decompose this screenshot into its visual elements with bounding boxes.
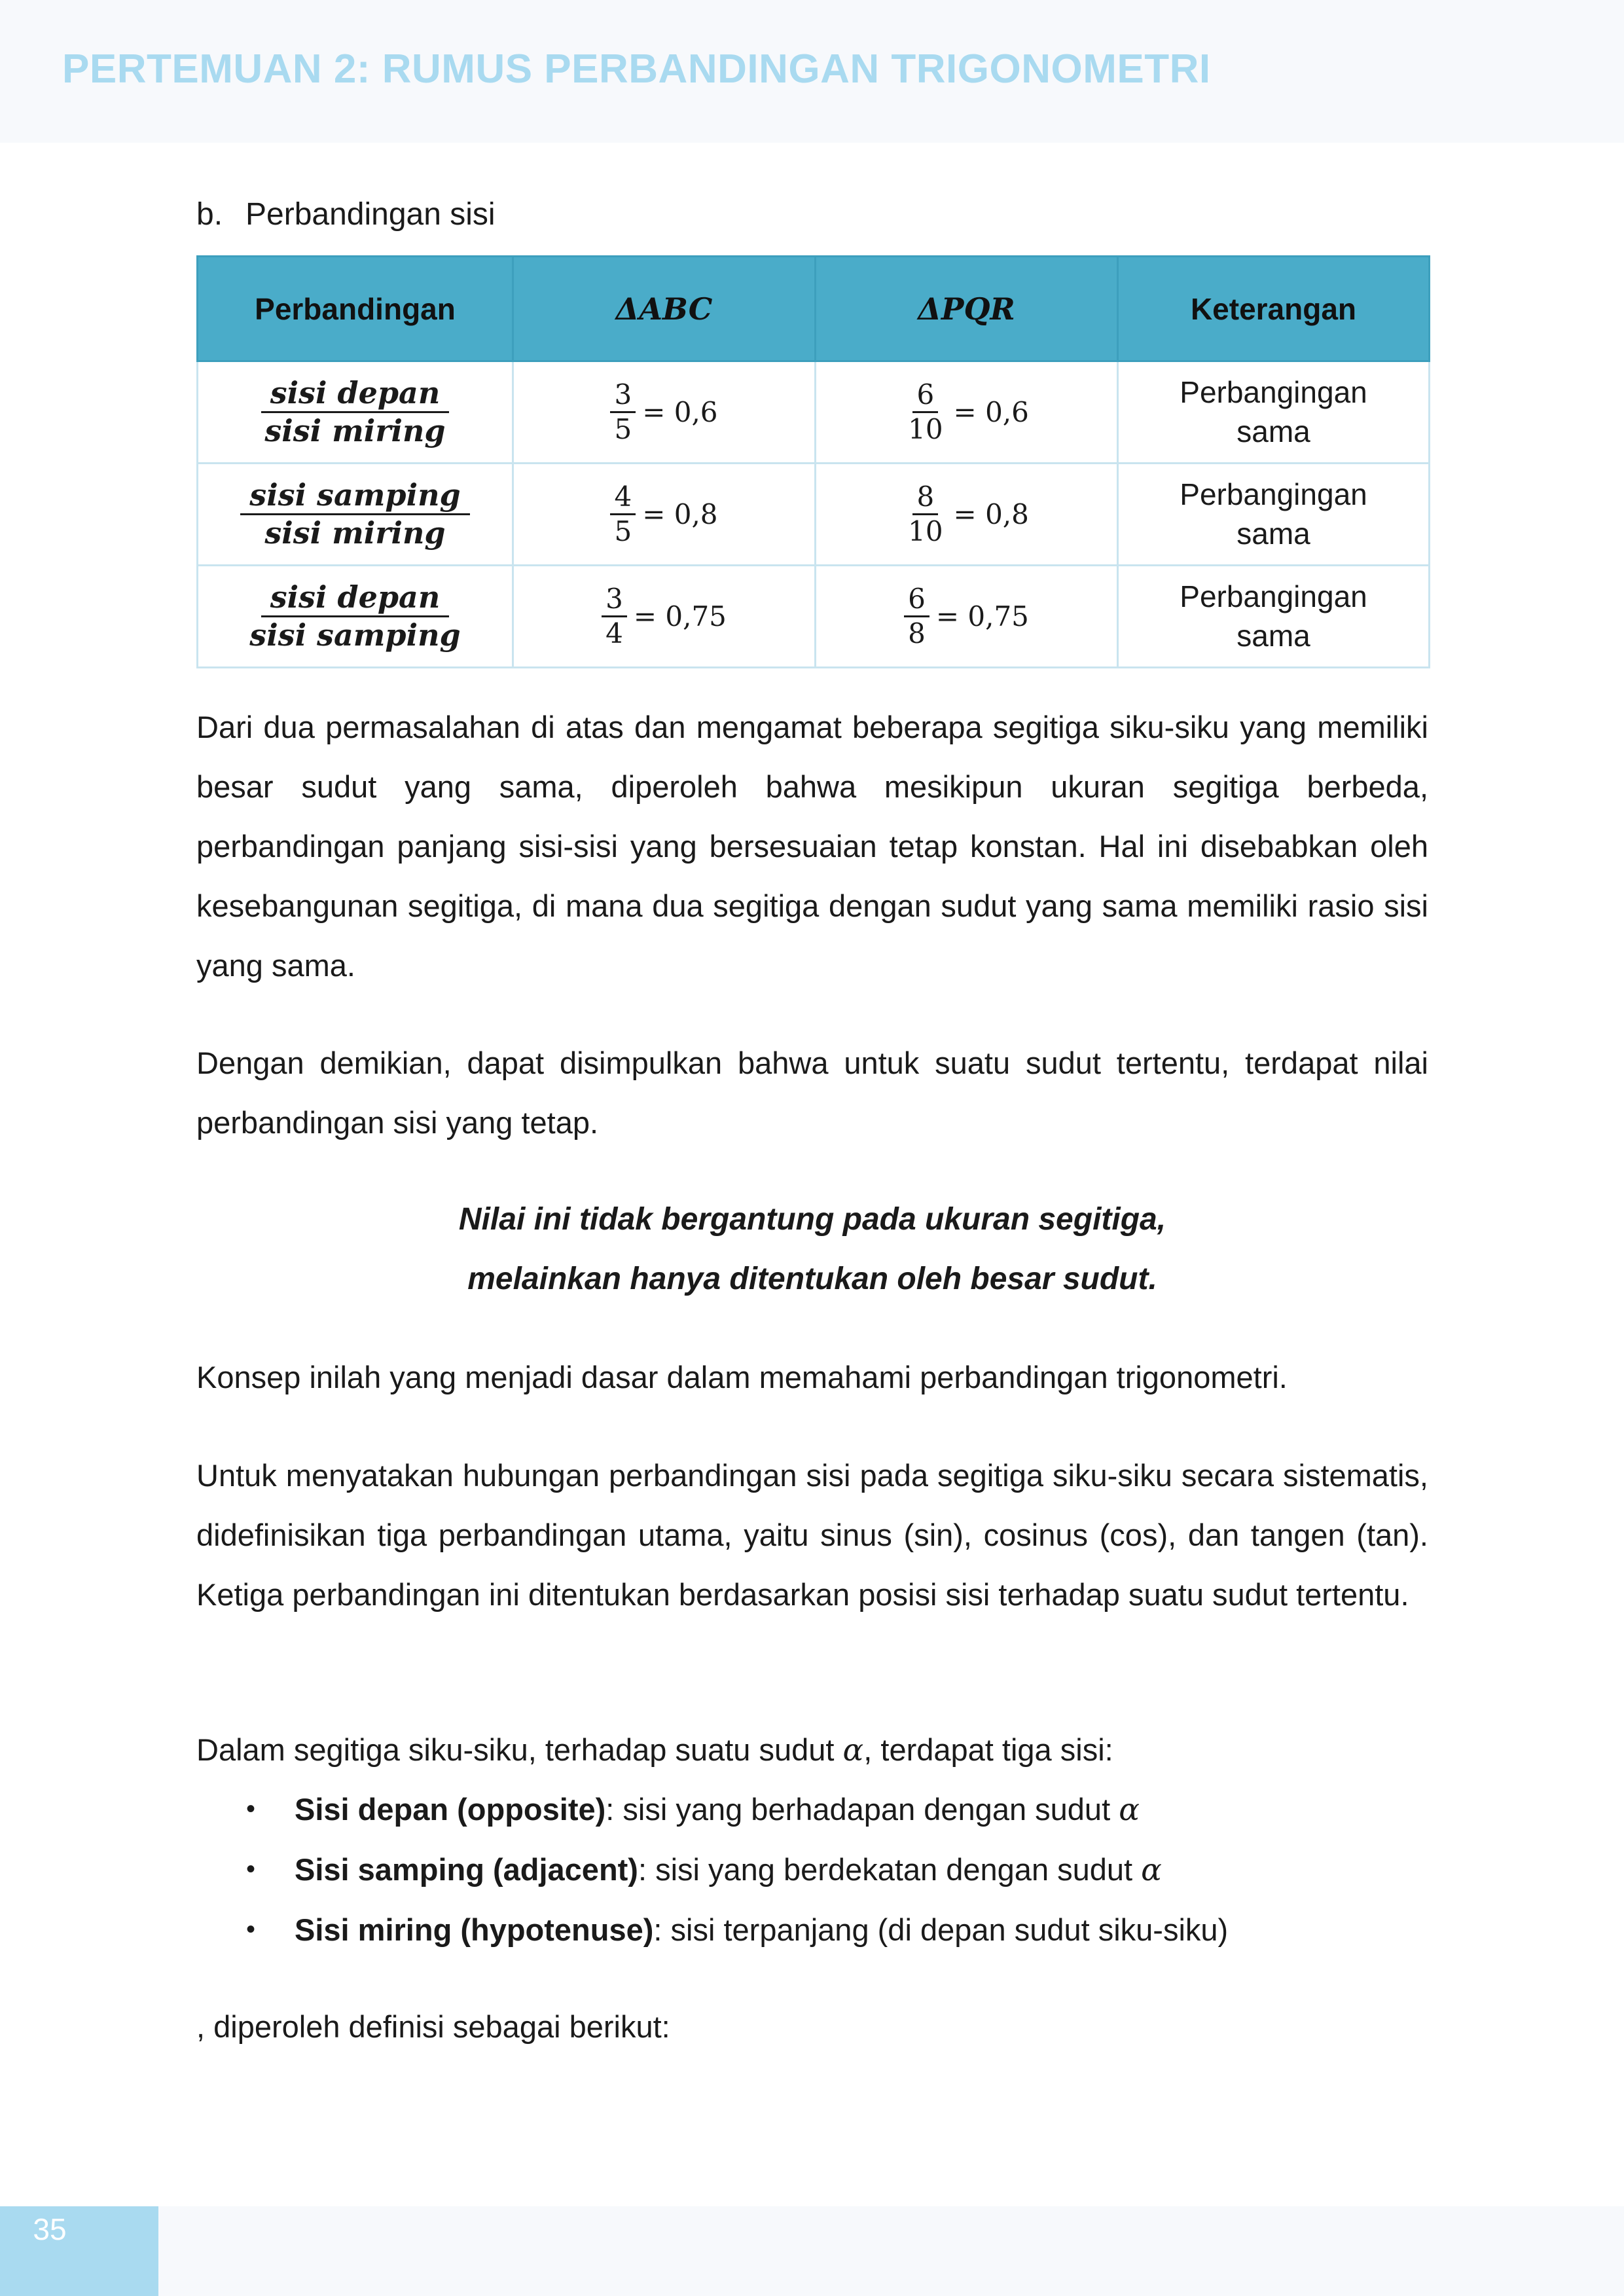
- list-item: [196, 1779, 1428, 1840]
- abc-value: = 0,8: [642, 498, 718, 530]
- side-description: : sisi terpanjang (di depan sudut siku-siku): [653, 1912, 1229, 1947]
- abc-value: = 0,75: [633, 600, 727, 632]
- section-title: Perbandingan sisi: [245, 197, 496, 232]
- ratio-cell: [198, 566, 513, 668]
- fraction-numerator: 4: [610, 481, 636, 515]
- pqr-cell: [816, 361, 1118, 464]
- pqr-cell: [816, 464, 1118, 566]
- column-header: ΔPQR: [816, 257, 1118, 361]
- intro-text: Dalam segitiga siku-siku, terhadap suatu sudut: [196, 1732, 843, 1767]
- fraction-numerator: 6: [904, 583, 929, 617]
- paragraph-similarity: Dari dua permasalahan di atas dan mengamat beberapa segitiga siku-siku yang memiliki besar sudut yang sama, diperoleh bahwa mesikipun ukuran segitiga berbeda, perbandingan panjang sisi-sisi yang bersesuaian tetap konstan. Hal ini disebabkan oleh kesebangunan segitiga, di mana dua segitiga dengan sudut yang sama memiliki rasio sisi yang sama.: [196, 710, 1428, 983]
- fraction-numerator: sisi depan: [261, 375, 450, 413]
- bullet-icon: •: [246, 1795, 256, 1823]
- abc-fraction: [610, 481, 636, 549]
- fraction-denominator: sisi samping: [249, 617, 461, 653]
- paragraph-conclusion: Dengan demikian, dapat disimpulkan bahwa untuk suatu sudut tertentu, terdapat nilai perbandingan sisi yang tetap.: [196, 1046, 1428, 1140]
- fraction-numerator: 3: [602, 583, 627, 617]
- fraction-numerator: 3: [610, 378, 636, 413]
- ratio-cell: [198, 464, 513, 566]
- fraction-numerator: sisi samping: [240, 477, 469, 515]
- note-line: Perbangingan: [1180, 374, 1367, 409]
- note-line: sama: [1236, 414, 1310, 448]
- pqr-fraction: [904, 378, 947, 446]
- column-header: ΔABC: [513, 257, 816, 361]
- emphasis-line: melainkan hanya ditentukan oleh besar sudut.: [467, 1262, 1157, 1296]
- pqr-value: = 0,75: [935, 600, 1029, 632]
- fraction-denominator: 8: [908, 617, 926, 649]
- abc-cell: [513, 566, 816, 668]
- list-item: [196, 1900, 1428, 1959]
- fraction-denominator: sisi miring: [264, 515, 446, 551]
- table-row: [198, 464, 1430, 566]
- note-cell: [1118, 464, 1430, 566]
- fraction-denominator: sisi miring: [264, 413, 446, 448]
- pqr-value: = 0,8: [953, 498, 1029, 530]
- chapter-title: PERTEMUAN 2: RUMUS PERBANDINGAN TRIGONOMETRI: [62, 46, 1211, 92]
- pqr-fraction: [904, 583, 929, 651]
- abc-fraction: [602, 583, 627, 651]
- ratio-fraction: [255, 375, 454, 449]
- ratio-cell: [198, 361, 513, 464]
- side-description: : sisi yang berhadapan dengan sudut: [605, 1792, 1119, 1827]
- paragraph-definitions: Untuk menyatakan hubungan perbandingan sisi pada segitiga siku-siku secara sistematis, didefinisikan tiga perbandingan utama, yaitu sinus (sin), cosinus (cos), dan tangen (tan). Ketiga perbandingan ini ditentukan berdasarkan posisi sisi terhadap suatu sudut tertentu.: [196, 1458, 1428, 1612]
- pqr-value: = 0,6: [953, 396, 1029, 428]
- side-term: Sisi depan (opposite): [295, 1792, 606, 1827]
- page-footer: [0, 2206, 1624, 2296]
- emphasis-line: Nilai ini tidak bergantung pada ukuran segitiga,: [458, 1202, 1166, 1237]
- alpha-symbol: α: [842, 1732, 864, 1768]
- pqr-fraction: [904, 481, 947, 549]
- note-line: Perbangingan: [1180, 579, 1367, 613]
- note-line: sama: [1236, 516, 1310, 551]
- fraction-denominator: 5: [614, 515, 632, 547]
- intro-text: , terdapat tiga sisi:: [863, 1732, 1113, 1767]
- note-line: sama: [1236, 618, 1310, 653]
- fraction-denominator: 5: [614, 413, 632, 445]
- section-marker: b.: [196, 197, 223, 232]
- fraction-numerator: 6: [912, 378, 938, 413]
- bullet-icon: •: [246, 1915, 256, 1944]
- sides-list: [196, 1779, 1428, 1959]
- alpha-symbol: α: [1141, 1852, 1162, 1888]
- bullet-icon: •: [246, 1855, 256, 1884]
- page-number: 35: [33, 2212, 67, 2246]
- section-heading: [196, 196, 496, 232]
- note-cell: [1118, 566, 1430, 668]
- ratio-table: [196, 255, 1430, 668]
- column-header: Perbandingan: [198, 257, 513, 361]
- pqr-cell: [816, 566, 1118, 668]
- abc-value: = 0,6: [642, 396, 718, 428]
- note-line: Perbangingan: [1180, 477, 1367, 511]
- table-row: [198, 361, 1430, 464]
- side-term: Sisi miring (hypotenuse): [295, 1912, 654, 1947]
- abc-cell: [513, 361, 816, 464]
- alpha-symbol: α: [1119, 1792, 1140, 1828]
- list-item: [196, 1840, 1428, 1900]
- fraction-numerator: sisi depan: [261, 579, 450, 617]
- column-header: Keterangan: [1118, 257, 1430, 361]
- fraction-numerator: 8: [912, 481, 938, 515]
- note-cell: [1118, 361, 1430, 464]
- side-term: Sisi samping (adjacent): [295, 1852, 638, 1887]
- ratio-fraction: [240, 579, 469, 653]
- table-row: [198, 566, 1430, 668]
- fraction-denominator: 10: [908, 515, 943, 547]
- paragraph-concept: Konsep inilah yang menjadi dasar dalam memahami perbandingan trigonometri.: [196, 1360, 1288, 1394]
- paragraph-lead-in: , diperoleh definisi sebagai berikut:: [196, 2009, 670, 2044]
- ratio-fraction: [240, 477, 469, 551]
- abc-fraction: [610, 378, 636, 446]
- paragraph-sides-intro: [196, 1720, 1428, 1780]
- table-header-row: [198, 257, 1430, 361]
- side-description: : sisi yang berdekatan dengan sudut: [638, 1852, 1142, 1887]
- fraction-denominator: 4: [605, 617, 623, 649]
- abc-cell: [513, 464, 816, 566]
- fraction-denominator: 10: [908, 413, 943, 445]
